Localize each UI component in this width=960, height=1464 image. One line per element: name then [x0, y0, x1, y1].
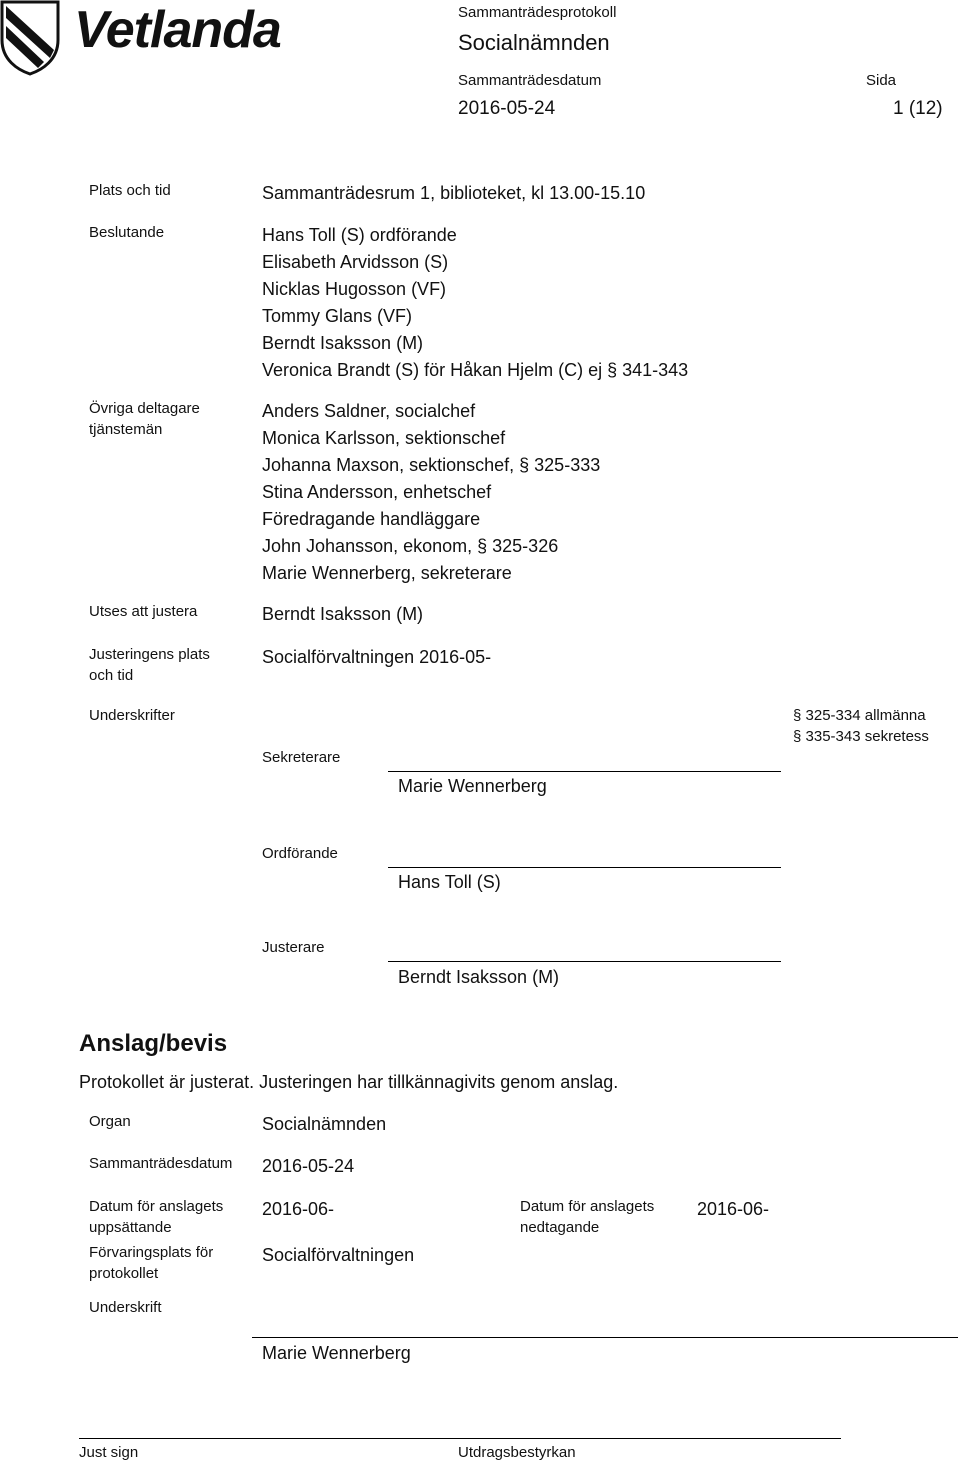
place-label: Plats och tid: [89, 182, 171, 199]
notice-date-value: 2016-05-24: [262, 1156, 355, 1176]
place-value: Sammanträdesrum 1, biblioteket, kl 13.00-15.10: [262, 183, 646, 203]
removed-value: 2016-06-: [697, 1199, 770, 1219]
secretary-signature-line: [388, 771, 781, 772]
paragraph-ranges: § 325-334 allmänna § 335-343 sekretess: [793, 707, 929, 745]
footer-just-sign: Just sign: [79, 1444, 139, 1461]
notice-heading: Anslag/bevis: [79, 1030, 228, 1057]
other-participant: Stina Andersson, enhetschef: [262, 482, 492, 502]
removed-label: Datum för anslagets nedtagande: [520, 1198, 655, 1236]
header-organ: Socialnämnden: [458, 30, 610, 55]
secretary-name: Marie Wennerberg: [398, 776, 547, 796]
justify-label: Utses att justera: [89, 603, 198, 620]
deciding-member: Nicklas Hugosson (VF): [262, 279, 447, 299]
storage-value: Socialförvaltningen: [262, 1245, 415, 1265]
storage-label: Förvaringsplats för protokollet: [89, 1244, 214, 1282]
adjuster-label: Justerare: [262, 939, 325, 956]
deciding-member: Elisabeth Arvidsson (S): [262, 252, 449, 272]
adjuster-signature-line: [388, 961, 781, 962]
justify-place-value: Socialförvaltningen 2016-05-: [262, 647, 492, 667]
header-page: 1 (12): [893, 98, 943, 119]
others-list: [262, 398, 600, 587]
deciding-list: [262, 222, 688, 384]
notice-organ-value: Socialnämnden: [262, 1114, 387, 1134]
deciding-member: Hans Toll (S) ordförande: [262, 225, 457, 245]
posted-value: 2016-06-: [262, 1199, 335, 1219]
header-date: 2016-05-24: [458, 98, 556, 119]
other-participant: Marie Wennerberg, sekreterare: [262, 563, 512, 583]
doc-type: Sammanträdesprotokoll: [458, 4, 617, 21]
other-participant: Monica Karlsson, sektionschef: [262, 428, 506, 448]
deciding-label: Beslutande: [89, 224, 165, 241]
secretary-label: Sekreterare: [262, 749, 341, 766]
adjuster-name: Berndt Isaksson (M): [398, 967, 560, 987]
notice-statement: Protokollet är justerat. Justeringen har tillkännagivits genom anslag.: [79, 1072, 619, 1092]
justifier-value: Berndt Isaksson (M): [262, 604, 424, 624]
footer-line: [79, 1438, 841, 1439]
notice-organ-label: Organ: [89, 1113, 131, 1130]
deciding-member: Tommy Glans (VF): [262, 306, 413, 326]
other-participant: John Johansson, ekonom, § 325-326: [262, 536, 559, 556]
vetlanda-logo-text: Vetlanda: [74, 1, 281, 59]
other-participant: Anders Saldner, socialchef: [262, 401, 476, 421]
chair-signature-line: [388, 867, 781, 868]
other-participant: Johanna Maxson, sektionschef, § 325-333: [262, 455, 601, 475]
notice-signer: Marie Wennerberg: [262, 1343, 411, 1363]
deciding-member: Veronica Brandt (S) för Håkan Hjelm (C) ej § 341-343: [262, 360, 689, 380]
chair-label: Ordförande: [262, 845, 338, 862]
header-date-label: Sammanträdesdatum: [458, 72, 602, 89]
notice-signature-line: [252, 1337, 958, 1338]
notice-signature-label: Underskrift: [89, 1299, 162, 1316]
others-label: Övriga deltagare tjänstemän: [89, 400, 200, 438]
chair-name: Hans Toll (S): [398, 872, 501, 892]
deciding-member: Berndt Isaksson (M): [262, 333, 424, 353]
signatures-label: Underskrifter: [89, 707, 175, 724]
header-page-label: Sida: [866, 72, 897, 89]
notice-date-label: Sammanträdesdatum: [89, 1155, 233, 1172]
vetlanda-coat-of-arms-icon: [0, 0, 62, 76]
other-participant: Föredragande handläggare: [262, 509, 481, 529]
posted-label: Datum för anslagets uppsättande: [89, 1198, 224, 1236]
justify-place-label: Justeringens plats och tid: [89, 646, 210, 684]
footer-extract: Utdragsbestyrkan: [458, 1444, 576, 1461]
